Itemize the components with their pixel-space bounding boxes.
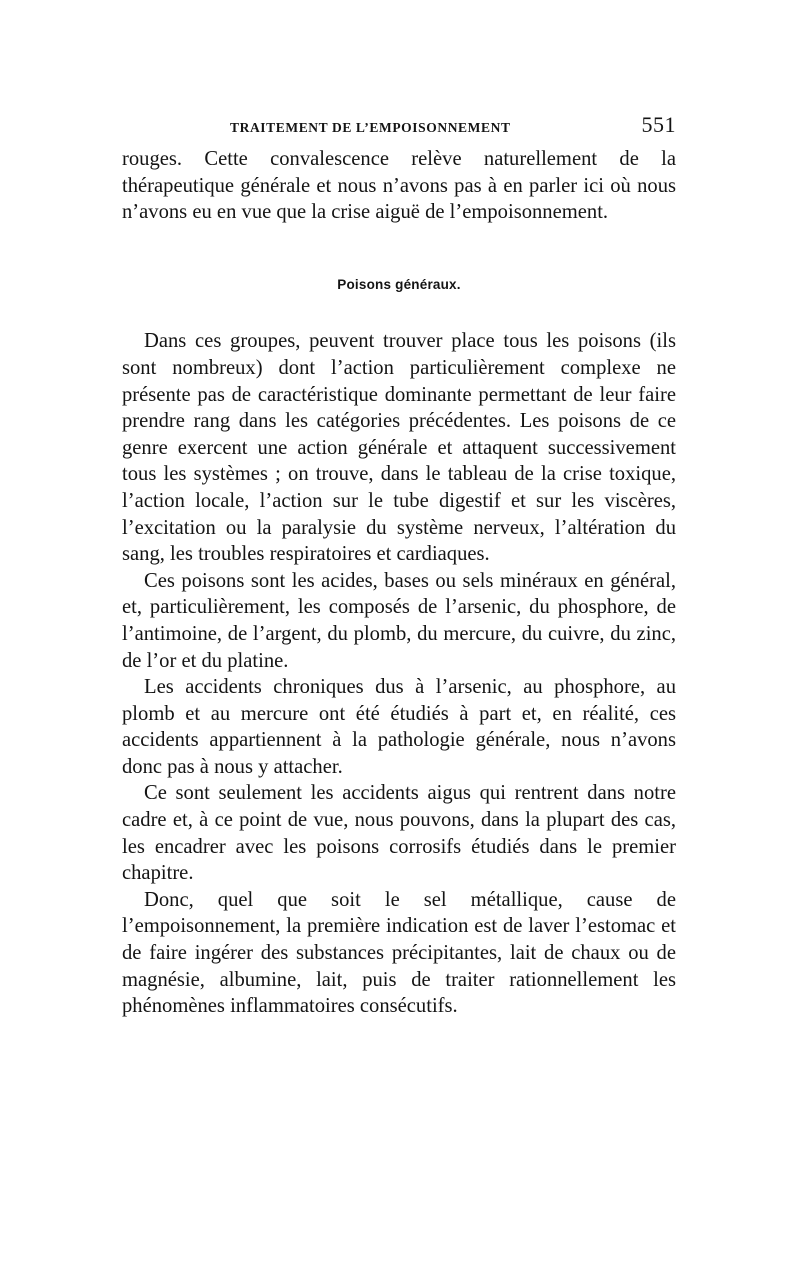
- paragraph-1: Dans ces groupes, peuvent trouver place tous les poisons (ils sont nombreux) dont l’action particulièrement complexe ne présente pas de caractéristique dominante permettant de leur faire prendre rang dans les catégories précédentes. Les poisons de ce genre exercent une action générale et attaquent successivement tous les systèmes ; on trouve, dans le tableau de la crise toxique, l’action locale, l’action sur le tube digestif et sur les viscères, l’excitation ou la paralysie du système nerveux, l’altération du sang, les troubles respiratoires et cardiaques.: [122, 330, 676, 566]
- paragraph-2: Ces poisons sont les acides, bases ou sels minéraux en général, et, particulièrement, les composés de l’arsenic, du phosphore, de l’antimoine, de l’argent, du plomb, du mercure, du cuivre, du zinc, de l’or et du platine.: [122, 569, 676, 672]
- running-title: TRAITEMENT DE L’EMPOISONNEMENT: [230, 120, 511, 135]
- body-text: [122, 146, 676, 1020]
- page-number: 551: [641, 112, 676, 137]
- book-page: [122, 112, 676, 1020]
- running-head: [122, 112, 676, 146]
- section-heading: Poisons généraux.: [337, 276, 461, 292]
- paragraph-3: Les accidents chroniques dus à l’arsenic, au phosphore, au plomb et au mercure ont été étudiés à part et, en réalité, ces accidents appartiennent à la pathologie générale, nous n’avons donc pas à nous y attacher.: [122, 676, 676, 778]
- paragraph-5: Donc, quel que soit le sel métallique, cause de l’empoisonnement, la première indication est de laver l’estomac et de faire ingérer des substances précipitantes, lait de chaux ou de magnésie, albumine, lait, puis de traiter rationnellement les phénomènes inflammatoires consécutifs.: [122, 888, 676, 1018]
- paragraph-4: Ce sont seulement les accidents aigus qui rentrent dans notre cadre et, à ce point de vue, nous pouvons, dans la plupart des cas, les encadrer avec les poisons corrosifs étudiés dans le premier chapitre.: [122, 782, 676, 885]
- continuation-paragraph: rouges. Cette convalescence relève naturellement de la thérapeutique générale et nous n’avons pas à en parler ici où nous n’avons eu en vue que la crise aiguë de l’empoisonnement.: [122, 148, 676, 224]
